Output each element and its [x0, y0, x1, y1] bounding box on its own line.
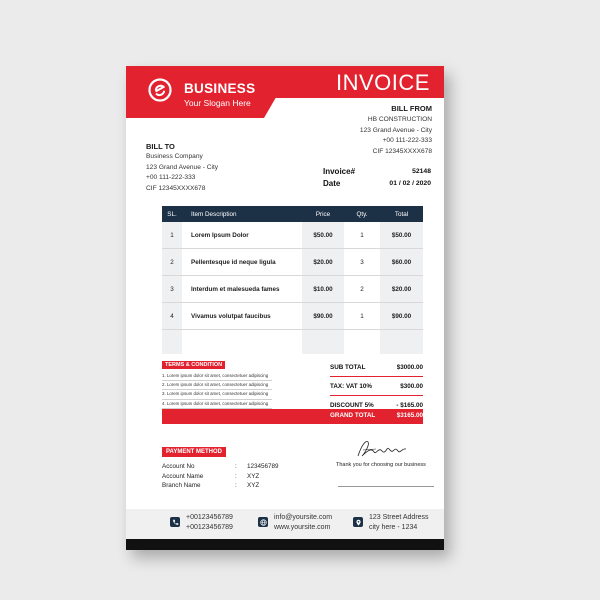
footer-address-line: 123 Street Address: [369, 514, 429, 521]
signature-line: [338, 486, 434, 487]
footer-web-line[interactable]: www.yoursite.com: [274, 523, 331, 531]
location-pin-icon: [353, 517, 363, 527]
grand-total-row: [330, 412, 423, 419]
grand-total-label: GRAND TOTAL: [330, 412, 376, 419]
cell-price: $10.00: [302, 276, 344, 302]
cell-price: $20.00: [302, 249, 344, 275]
invoice-number-label: Invoice#: [323, 167, 356, 176]
cell-total: $90.00: [380, 303, 423, 329]
discount-label: DISCOUNT 5%: [330, 401, 374, 409]
table-row: [162, 222, 423, 249]
cell-description: Pellentesque id neque ligula: [191, 258, 276, 266]
footer-address: [353, 513, 429, 532]
cell-total: $60.00: [380, 249, 423, 275]
invoice-number-value: 52148: [412, 168, 431, 175]
cell-sl: 1: [162, 222, 182, 248]
invoice-date-row: [323, 179, 431, 191]
bill-from-line: 123 Grand Avenue - City: [359, 126, 432, 134]
bill-to-line: Business Company: [146, 153, 203, 160]
subtotal-label: SUB TOTAL: [330, 363, 366, 371]
table-row: [162, 249, 423, 276]
cell-sl-empty: [162, 330, 182, 354]
table-row-empty: [162, 330, 423, 354]
cell-description: Vivamus volutpat faucibus: [191, 312, 271, 320]
terms-line: 3. Lorem ipsum dolor sit amet, consectetuer adipiscing: [162, 390, 272, 399]
brand-slogan: Your Slogan Here: [184, 98, 251, 108]
col-description: Item Description: [191, 210, 237, 218]
footer-phone-line: +00123456789: [186, 514, 233, 521]
terms-list: [162, 372, 272, 409]
cell-total: $20.00: [380, 276, 423, 302]
subtotal-value: $3000.00: [396, 363, 423, 371]
col-total: Total: [394, 210, 409, 218]
payment-row: [162, 472, 279, 482]
terms-line: 2. Lorem ipsum dolor sit amet, consectetuer adipiscing: [162, 381, 272, 390]
thanks-message: Thank you for choosing our business: [336, 462, 426, 468]
table-row: [162, 276, 423, 303]
payment-sep: :: [235, 472, 237, 480]
footer-web-line[interactable]: info@yoursite.com: [274, 514, 333, 521]
bill-from-heading: BILL FROM: [391, 104, 432, 113]
cell-price: $50.00: [302, 222, 344, 248]
tax-label: TAX: VAT 10%: [330, 382, 372, 390]
table-row: [162, 303, 423, 330]
payment-value: 123456789: [247, 463, 279, 470]
tax-value: $300.00: [400, 382, 423, 390]
payment-sep: :: [235, 482, 237, 489]
invoice-number-row: [323, 167, 431, 179]
totals-divider: [330, 395, 423, 396]
cell-qty: 3: [360, 258, 364, 266]
terms-line: 1. Lorem ipsum dolor sit amet, consectetuer adipiscing: [162, 372, 272, 381]
payment-value: XYZ: [247, 472, 260, 480]
invoice-date-label: Date: [323, 179, 341, 188]
bill-from-line: +00 111-222-333: [382, 137, 432, 144]
payment-sep: :: [235, 463, 237, 470]
cell-description: Lorem Ipsum Dolor: [191, 231, 249, 239]
cell-price: $90.00: [302, 303, 344, 329]
cell-total-empty: [380, 330, 423, 354]
cell-qty: 1: [360, 231, 364, 239]
bill-from-details: [360, 115, 432, 157]
tax-row: [330, 378, 423, 394]
terms-heading: TERMS & CONDITION: [162, 361, 225, 369]
footer-address-line: city here - 1234: [369, 523, 418, 531]
bill-to-details: [146, 152, 218, 194]
invoice-title: INVOICE: [336, 70, 430, 95]
cell-price-empty: [302, 330, 344, 354]
cell-qty: 2: [360, 285, 364, 293]
invoice-date-value: 01 / 02 / 2020: [389, 180, 431, 187]
payment-heading: PAYMENT METHOD: [162, 447, 226, 457]
phone-icon: [170, 517, 180, 527]
col-sl: SL.: [167, 210, 177, 218]
bill-to-line: +00 111-222-333: [146, 174, 196, 181]
bill-from-line: HB CONSTRUCTION: [367, 116, 432, 123]
cell-total: $50.00: [380, 222, 423, 248]
logo-icon: [148, 78, 172, 102]
cell-qty: 1: [360, 312, 364, 320]
signature-image: [354, 436, 414, 462]
grand-total-value: $3165.00: [396, 412, 423, 419]
cell-description: Interdum et malesueda fames: [191, 285, 280, 293]
payment-row: [162, 481, 279, 491]
globe-icon: [258, 517, 268, 527]
payment-details: [162, 462, 279, 491]
payment-key: Branch Name: [162, 482, 201, 489]
payment-key: Account No: [162, 463, 195, 470]
footer-phone: [170, 513, 233, 532]
col-price: Price: [315, 210, 331, 218]
invoice-sheet: [126, 66, 444, 550]
footer-bar: [126, 539, 444, 550]
bill-to-heading: BILL TO: [146, 142, 175, 151]
payment-key: Account Name: [162, 472, 204, 480]
discount-value: - $165.00: [396, 401, 423, 409]
bill-to-line: 123 Grand Avenue - City: [146, 163, 219, 171]
cell-sl: 4: [162, 303, 182, 329]
payment-row: [162, 462, 279, 472]
bill-to-line: CIF 12345XXXX678: [146, 184, 206, 192]
col-qty: Qty.: [356, 210, 368, 218]
footer-web: [258, 513, 332, 532]
totals-divider: [330, 376, 423, 377]
terms-line: 4. Lorem ipsum dolor sit amet, consectetuer adipiscing: [162, 400, 272, 409]
cell-sl: 3: [162, 276, 182, 302]
items-table: [162, 206, 423, 354]
table-header: [162, 206, 423, 222]
subtotal-row: [330, 359, 423, 375]
totals-block: [330, 359, 423, 413]
bill-from-line: CIF 12345XXXX678: [372, 147, 432, 155]
invoice-meta: [323, 167, 431, 191]
cell-sl: 2: [162, 249, 182, 275]
footer-phone-line: +00123456789: [186, 523, 233, 531]
payment-value: XYZ: [247, 482, 260, 489]
brand-name: BUSINESS: [184, 81, 256, 96]
